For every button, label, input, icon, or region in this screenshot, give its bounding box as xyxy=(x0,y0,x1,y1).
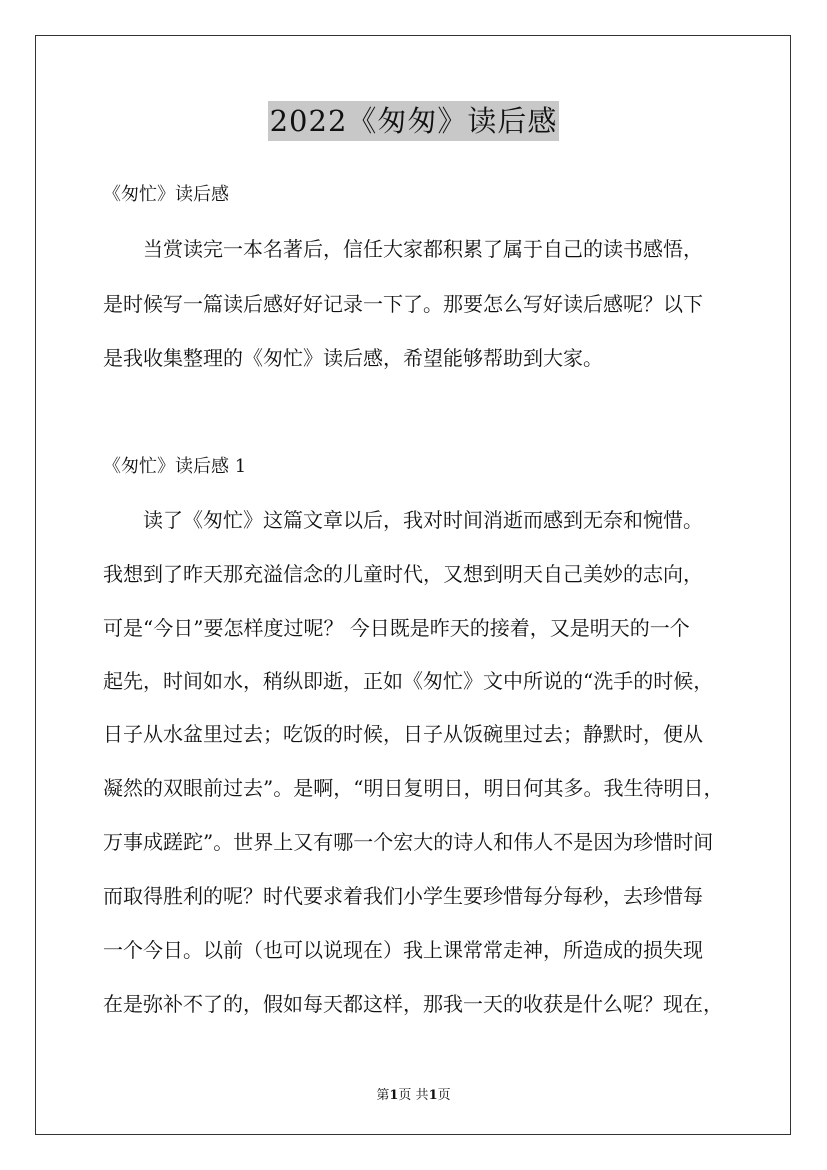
paragraph-line: 凝然的双眼前过去”。是啊，“明日复明日，明日何其多。我生待明日， xyxy=(103,776,724,800)
footer-mid: 页 共 xyxy=(398,1088,429,1103)
paragraph-line: 是我收集整理的《匆忙》读后感，希望能够帮助到大家。 xyxy=(103,346,603,370)
footer-page-total: 1 xyxy=(428,1088,438,1103)
paragraph-line: 而取得胜利的呢？时代要求着我们小学生要珍惜每分每秒，去珍惜每 xyxy=(103,884,703,908)
paragraph-line: 可是“今日”要怎样度过呢？ 今日既是昨天的接着，又是明天的一个 xyxy=(103,616,690,640)
paragraph-line: 在是弥补不了的，假如每天都这样，那我一天的收获是什么呢？现在， xyxy=(103,992,723,1016)
paragraph-line: 一个今日。以前（也可以说现在）我上课常常走神，所造成的损失现 xyxy=(103,938,703,962)
paragraph-line: 万事成蹉跎”。世界上又有哪一个宏大的诗人和伟人不是因为珍惜时间 xyxy=(103,830,714,854)
section-heading: 《匆忙》读后感 xyxy=(103,184,229,205)
document-title: 2022《匆匆》读后感 xyxy=(268,101,560,141)
paragraph-line: 我想到了昨天那充溢信念的儿童时代，又想到明天自己美妙的志向， xyxy=(103,562,703,586)
paragraph-line: 日子从水盆里过去；吃饭的时候，日子从饭碗里过去；静默时，便从 xyxy=(103,722,703,746)
page-footer xyxy=(0,1084,827,1103)
footer-prefix: 第 xyxy=(376,1088,390,1103)
footer-page-number: 1 xyxy=(389,1088,399,1103)
footer-suffix: 页 xyxy=(437,1088,451,1103)
paragraph-line: 是时候写一篇读后感好好记录一下了。那要怎么写好读后感呢？以下 xyxy=(103,292,703,316)
title-container xyxy=(0,101,827,141)
section-heading: 《匆忙》读后感 1 xyxy=(103,456,247,477)
paragraph-line: 当赏读完一本名著后，信任大家都积累了属于自己的读书感悟， xyxy=(143,237,703,261)
paragraph-line: 起先，时间如水，稍纵即逝，正如《匆忙》文中所说的“洗手的时候， xyxy=(103,669,714,693)
paragraph-line: 读了《匆忙》这篇文章以后，我对时间消逝而感到无奈和惋惜。 xyxy=(143,508,703,532)
